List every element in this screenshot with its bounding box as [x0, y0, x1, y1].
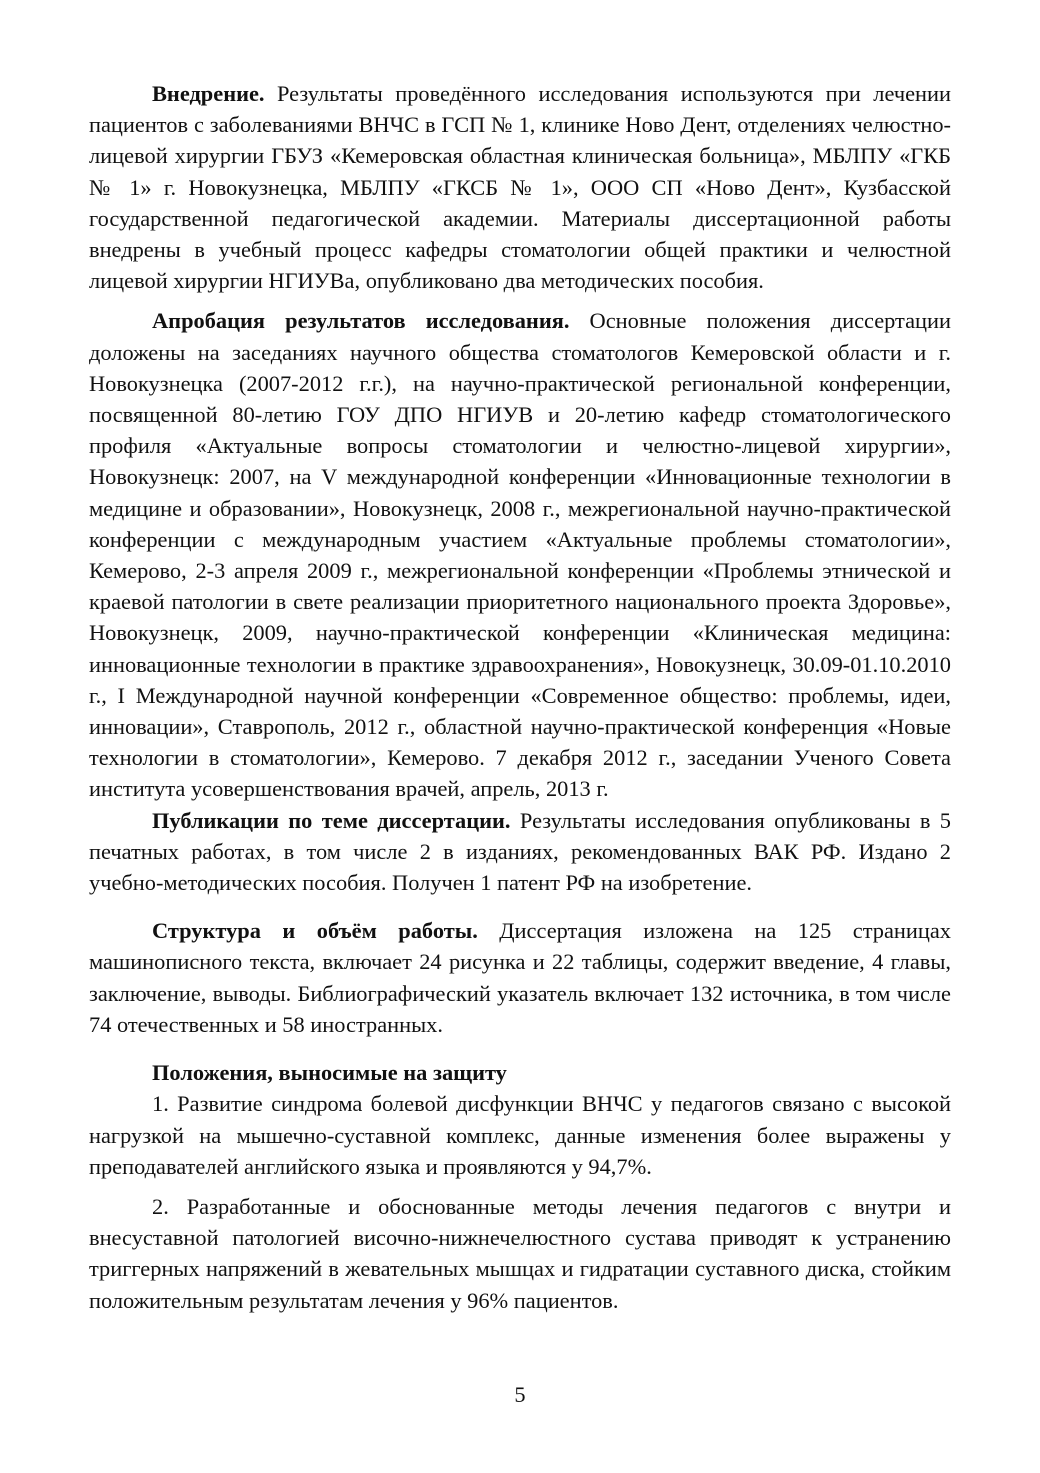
paragraph-text: Результаты проведённого исследования используются при лечении пациентов с заболеваниями ВНЧС в ГСП № 1, клинике Ново Дент, отделениях челюстно-лицевой хирургии ГБУЗ «Кемеровская областная клиническая больница», МБЛПУ «ГКБ № 1» г. Новокузнецка, МБЛПУ «ГКСБ № 1», ООО СП «Ново Дент», Кузбасской государственной педагогической академии. Материалы диссертационной работы внедрены в учебный процесс кафедры стоматологии общей практики и челюстной лицевой хирургии НГИУВа, опубликовано два методических пособия.	[89, 81, 951, 294]
paragraph-text: Результаты исследования опубликованы в 5 печатных работах, в том числе 2 в изданиях, рекомендованных ВАК РФ. Издано 2 учебно-методических пособия. Получен 1 патент РФ на изобретение.	[89, 807, 951, 896]
defense-heading: Положения, выносимые на защиту	[152, 1060, 507, 1086]
approbation-paragraph	[89, 305, 951, 804]
paragraph-heading: Апробация результатов исследования.	[152, 308, 570, 334]
paragraph-heading: Публикации по теме диссертации.	[152, 807, 511, 833]
paragraph-text: Диссертация изложена на 125 страницах машинописного текста, включает 24 рисунка и 22 таблицы, содержит введение, 4 главы, заключение, выводы. Библиографический указатель включает 132 источника, в том числе 74 отечественных и 58 иностранных.	[89, 918, 951, 1037]
structure-paragraph	[89, 915, 951, 1040]
document-page	[89, 78, 951, 1316]
paragraph-heading: Внедрение.	[152, 81, 265, 106]
publications-paragraph	[89, 805, 951, 899]
paragraph-text: Основные положения диссертации доложены на заседаниях научного общества стоматологов Кемеровской области и г. Новокузнецка (2007-2012 г.г.), на научно-практической региональной конференции, посвященной 80-летию ГОУ ДПО НГИУВ и 20-летию кафедр стоматологического профиля «Актуальные вопросы стоматологии и челюстно-лицевой хирургии», Новокузнецк: 2007, на V международной конференции «Инновационные технологии в медицине и образовании», Новокузнецк, 2008 г., межрегиональной научно-практической конференции с международным участием «Актуальные проблемы стоматологии», Кемерово, 2-3 апреля 2009 г., межрегиональной конференции «Проблемы этнической и краевой патологии в свете реализации приоритетного национального проекта Здоровье», Новокузнецк, 2009, научно-практической конференции «Клиническая медицина: инновационные технологии в практике здравоохранения», Новокузнецк, 30.09-01.10.2010 г., I Международной научной конференции «Современное общество: проблемы, идеи, инновации», Ставрополь, 2012 г., областной научно-практической конференция «Новые технологии в стоматологии», Кемерово. 7 декабря 2012 г., заседании Ученого Совета института усовершенствования врачей, апрель, 2013 г.	[89, 308, 951, 802]
page-number: 5	[514, 1382, 526, 1407]
implementation-paragraph	[89, 78, 951, 296]
defense-item-1: 1. Развитие синдрома болевой дисфункции ВНЧС у педагогов связано с высокой нагрузкой на мышечно-суставной комплекс, данные изменения более выражены у преподавателей английского языка и проявляются у 94,7%.	[89, 1091, 951, 1179]
defense-item-2: 2. Разработанные и обоснованные методы лечения педагогов с внутри и внесуставной патологией височно-нижнечелюстного сустава приводят к устранению триггерных напряжений в жевательных мышцах и гидратации суставного диска, стойким положительным результатам лечения у 96% пациентов.	[89, 1193, 951, 1313]
paragraph-heading: Структура и объём работы.	[152, 918, 478, 944]
